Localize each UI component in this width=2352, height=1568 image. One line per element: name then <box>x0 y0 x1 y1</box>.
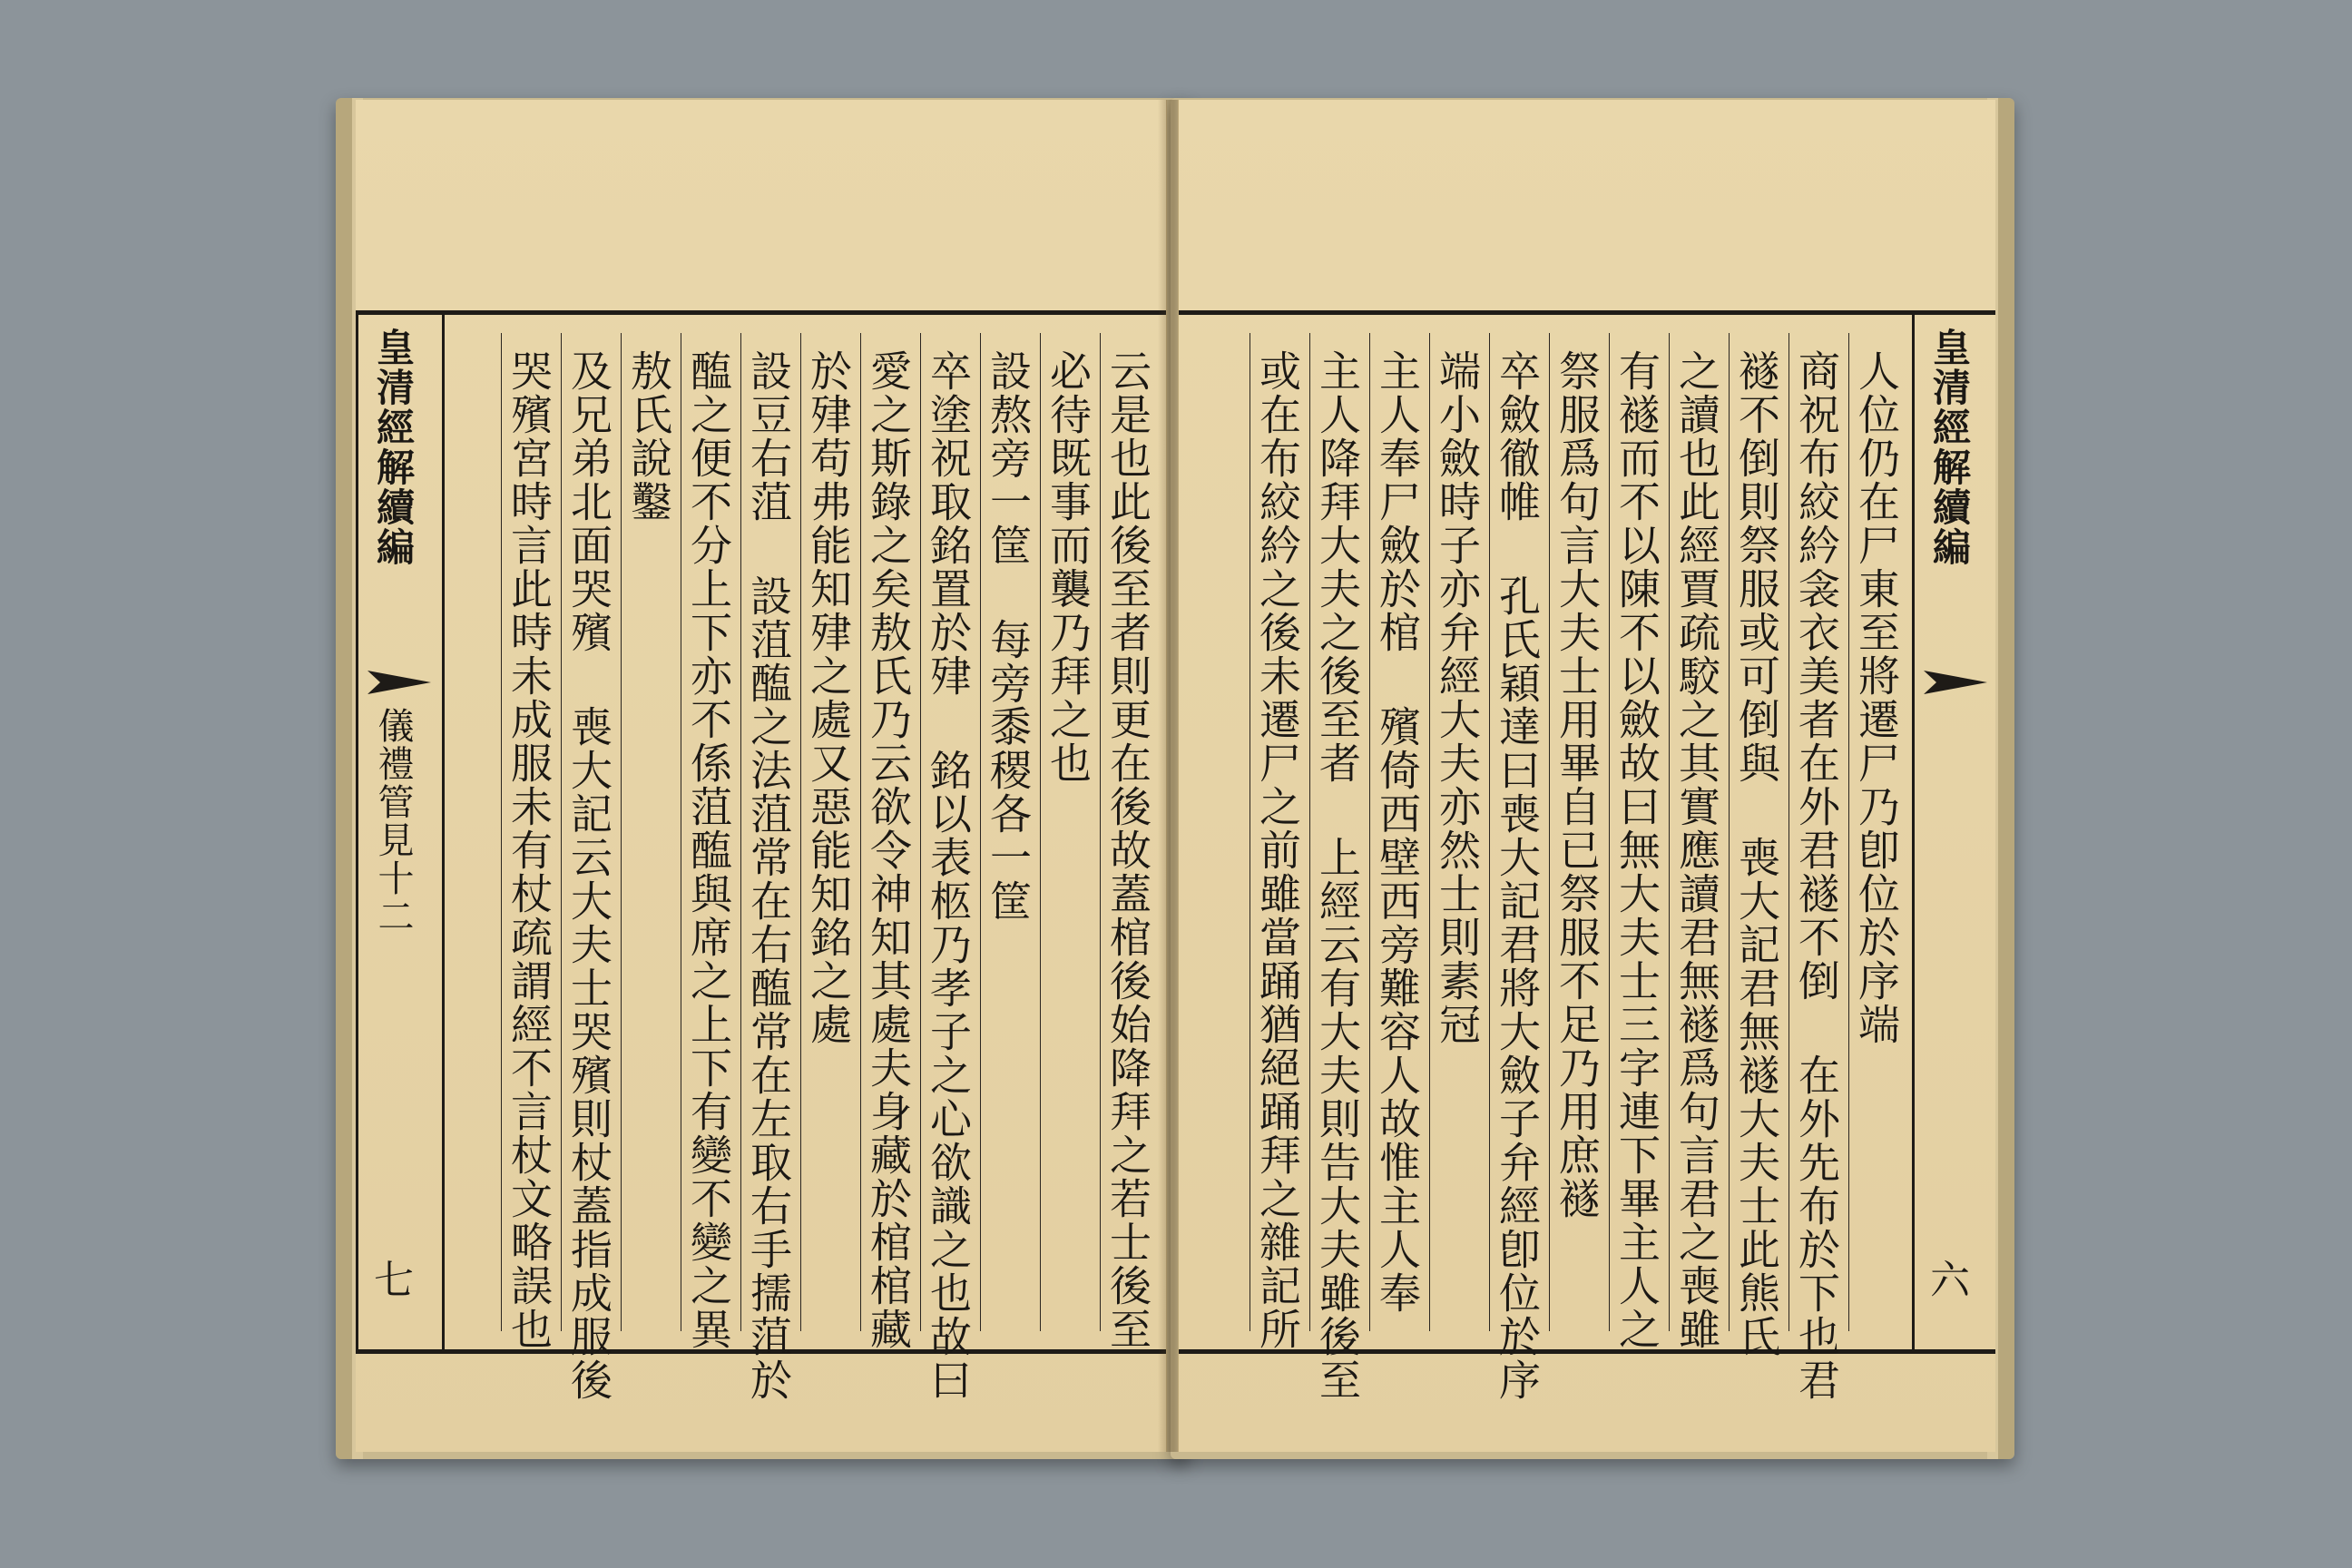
column-text: 或在布絞紟之後未遷尸之前雖當踊猶絕踊拜之雜記所 <box>1253 349 1302 1351</box>
book-title: 皇清經解續編 <box>1927 328 1972 567</box>
right-text-column <box>1369 333 1425 1331</box>
book-title: 皇清經解續編 <box>371 328 416 567</box>
column-text: 於肂苟弗能知肂之處又惡能知銘之處 <box>804 349 853 1046</box>
column-text: 哭殯宮時言此時未成服未有杖疏謂經不言杖文略誤也 <box>505 349 554 1351</box>
column-text: 祭服爲句言大夫士用畢自已祭服不足乃用庶襚 <box>1553 349 1602 1220</box>
right-text-column <box>1788 333 1844 1402</box>
column-text: 襚不倒則祭服或可倒與 喪大記君無襚大夫士此熊氏 <box>1732 349 1781 1358</box>
column-text: 商祝布絞紟衾衣美者在外君襚不倒 在外先布於下也君 <box>1792 349 1841 1402</box>
column-text: 主人奉尸斂於棺 殯倚西壁西旁難容人故惟主人奉 <box>1373 349 1422 1315</box>
right-text-column <box>1669 333 1724 1351</box>
right-spine-band <box>1912 315 1995 1349</box>
left-text-column <box>860 333 916 1351</box>
column-text: 卒斂徹帷 孔氏穎達曰喪大記君將大斂子弁經卽位於序 <box>1493 349 1542 1402</box>
column-text: 有襚而不以陳不以斂故曰無大夫士三字連下畢主人之 <box>1612 349 1661 1351</box>
column-text: 端小斂時子亦弁經大夫亦然士則素冠 <box>1433 349 1482 1046</box>
column-text: 之讀也此經賈疏駮之其實應讀君無襚爲句言君之喪雖 <box>1672 349 1721 1351</box>
right-text-column <box>1489 333 1544 1402</box>
left-text-column <box>740 333 796 1402</box>
right-text-column <box>1729 333 1784 1358</box>
left-text-frame <box>356 310 1166 1402</box>
column-text: 設熬旁一筐 每旁黍稷各一筐 <box>984 349 1033 923</box>
column-text: 主人降拜大夫之後至者 上經云有大夫則告大夫雖後至 <box>1313 349 1362 1402</box>
page-number: 七 <box>367 1259 413 1300</box>
column-text: 及兄弟北面哭殯 喪大記云大夫士哭殯則杖蓋指成服後 <box>564 349 613 1402</box>
column-text: 設豆右菹 設菹醢之法菹常在右醢常在左取右手擩菹於 <box>744 349 793 1402</box>
left-text-column <box>621 333 676 1331</box>
left-text-column <box>1040 333 1095 1331</box>
column-text: 卒塗祝取銘置於肂 銘以表柩乃孝子之心欲識之也故曰 <box>924 349 973 1402</box>
left-text-column <box>501 333 556 1351</box>
right-text-column <box>1609 333 1664 1351</box>
left-text-column <box>920 333 975 1402</box>
right-text-column <box>1429 333 1485 1331</box>
column-text: 人位仍在尸東至將遷尸乃卽位於序端 <box>1852 349 1901 1046</box>
column-text: 敖氏說鑿 <box>624 349 673 524</box>
column-text: 醢之便不分上下亦不係菹醢與席之上下有變不變之異 <box>684 349 733 1351</box>
column-text: 愛之斯錄之矣敖氏乃云欲令神知其處夫身藏於棺棺藏 <box>864 349 913 1351</box>
right-page <box>1178 100 1995 1452</box>
chapter-title: 儀禮管見十二 <box>372 707 414 936</box>
left-text-column <box>800 333 856 1331</box>
fish-tail-mark <box>368 671 431 694</box>
left-page <box>356 100 1167 1452</box>
right-text-column <box>1549 333 1604 1331</box>
column-text: 云是也此後至者則更在後故蓋棺後始降拜之若士後至 <box>1103 349 1152 1351</box>
right-text-column <box>1848 333 1904 1331</box>
page-number: 六 <box>1923 1259 1969 1300</box>
right-text-column <box>1309 333 1365 1402</box>
left-text-column <box>980 333 1035 1331</box>
right-text-frame <box>1179 310 1995 1402</box>
left-text-column <box>1100 333 1155 1351</box>
left-text-column <box>561 333 616 1402</box>
fish-tail-mark <box>1924 671 1987 694</box>
right-text-column <box>1250 333 1305 1351</box>
left-text-column <box>681 333 736 1351</box>
left-spine-band <box>356 315 445 1349</box>
column-text: 必待既事而襲乃拜之也 <box>1044 349 1093 785</box>
